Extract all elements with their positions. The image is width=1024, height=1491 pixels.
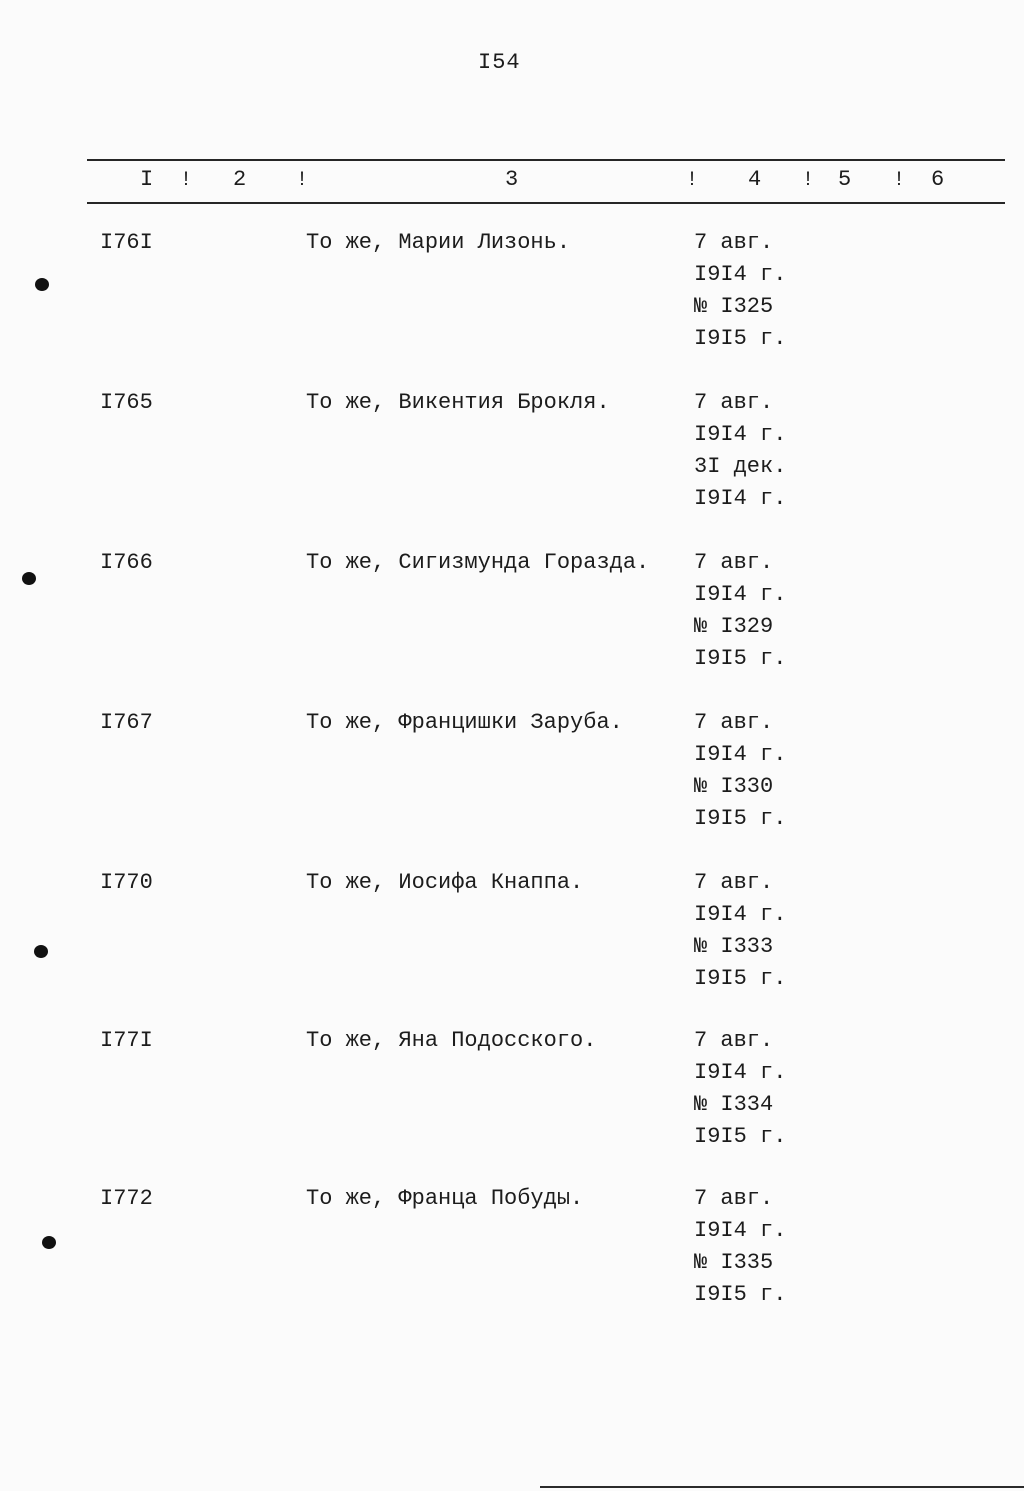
header-col-5: 5: [838, 167, 852, 192]
date-line: I9I4 г.: [694, 1218, 787, 1243]
row-number: I766: [100, 550, 153, 575]
header-col-4: 4: [748, 167, 762, 192]
header-sep-3: !: [686, 169, 699, 192]
date-line: 7 авг.: [694, 230, 774, 255]
table-row: [0, 1025, 1024, 1175]
date-line: № I333: [694, 934, 774, 959]
table-row: [0, 1183, 1024, 1333]
header-rule-top: [87, 159, 1005, 161]
date-line: 7 авг.: [694, 710, 774, 735]
row-number: I76I: [100, 230, 153, 255]
row-number: I765: [100, 390, 153, 415]
row-dates: [694, 227, 786, 355]
row-dates: [694, 1025, 786, 1153]
row-number: I77I: [100, 1028, 153, 1053]
row-number: I770: [100, 870, 153, 895]
date-line: I9I4 г.: [694, 582, 787, 607]
date-line: I9I5 г.: [694, 806, 787, 831]
row-dates: [694, 867, 786, 995]
date-line: I9I5 г.: [694, 1124, 787, 1149]
header-sep-5: !: [893, 169, 906, 192]
date-line: I9I5 г.: [694, 966, 787, 991]
row-description: То же, Франца Побуды.: [306, 1186, 584, 1211]
table-row: [0, 227, 1024, 377]
row-dates: [694, 1183, 786, 1311]
header-sep-1: !: [180, 169, 193, 192]
row-dates: [694, 707, 786, 835]
date-line: I9I5 г.: [694, 326, 787, 351]
date-line: I9I4 г.: [694, 422, 787, 447]
row-description: То же, Викентия Брокля.: [306, 390, 610, 415]
header-sep-4: !: [802, 169, 815, 192]
row-description: То же, Иосифа Кнаппа.: [306, 870, 584, 895]
date-line: № I334: [694, 1092, 774, 1117]
row-dates: [694, 547, 786, 675]
date-line: I9I4 г.: [694, 486, 787, 511]
date-line: 7 авг.: [694, 870, 774, 895]
punch-hole-mark: [34, 945, 48, 958]
row-description: То же, Марии Лизонь.: [306, 230, 571, 255]
date-line: I9I4 г.: [694, 742, 787, 767]
date-line: I9I4 г.: [694, 1060, 787, 1085]
header-sep-2: !: [296, 169, 309, 192]
date-line: № I325: [694, 294, 774, 319]
footer-rule: [540, 1486, 1024, 1488]
table-row: [0, 707, 1024, 857]
row-description: То же, Сигизмунда Горазда.: [306, 550, 650, 575]
row-number: I772: [100, 1186, 153, 1211]
table-row: [0, 387, 1024, 537]
table-row: [0, 867, 1024, 1017]
header-col-6: 6: [931, 167, 945, 192]
punch-hole-mark: [22, 572, 36, 585]
row-dates: [694, 387, 786, 515]
row-number: I767: [100, 710, 153, 735]
date-line: № I330: [694, 774, 774, 799]
date-line: I9I4 г.: [694, 262, 787, 287]
punch-hole-mark: [42, 1236, 56, 1249]
date-line: 7 авг.: [694, 1186, 774, 1211]
date-line: 7 авг.: [694, 390, 774, 415]
header-col-3: 3: [505, 167, 519, 192]
punch-hole-mark: [35, 278, 49, 291]
date-line: 3I дек.: [694, 454, 787, 479]
date-line: № I335: [694, 1250, 774, 1275]
date-line: 7 авг.: [694, 550, 774, 575]
table-row: [0, 547, 1024, 697]
date-line: № I329: [694, 614, 774, 639]
header-col-2: 2: [233, 167, 247, 192]
header-col-1: I: [140, 167, 154, 192]
date-line: I9I5 г.: [694, 1282, 787, 1307]
date-line: I9I4 г.: [694, 902, 787, 927]
page-number: I54: [478, 50, 521, 75]
row-description: То же, Францишки Заруба.: [306, 710, 623, 735]
row-description: То же, Яна Подосского.: [306, 1028, 597, 1053]
date-line: I9I5 г.: [694, 646, 787, 671]
date-line: 7 авг.: [694, 1028, 774, 1053]
header-rule-bottom: [87, 202, 1005, 204]
